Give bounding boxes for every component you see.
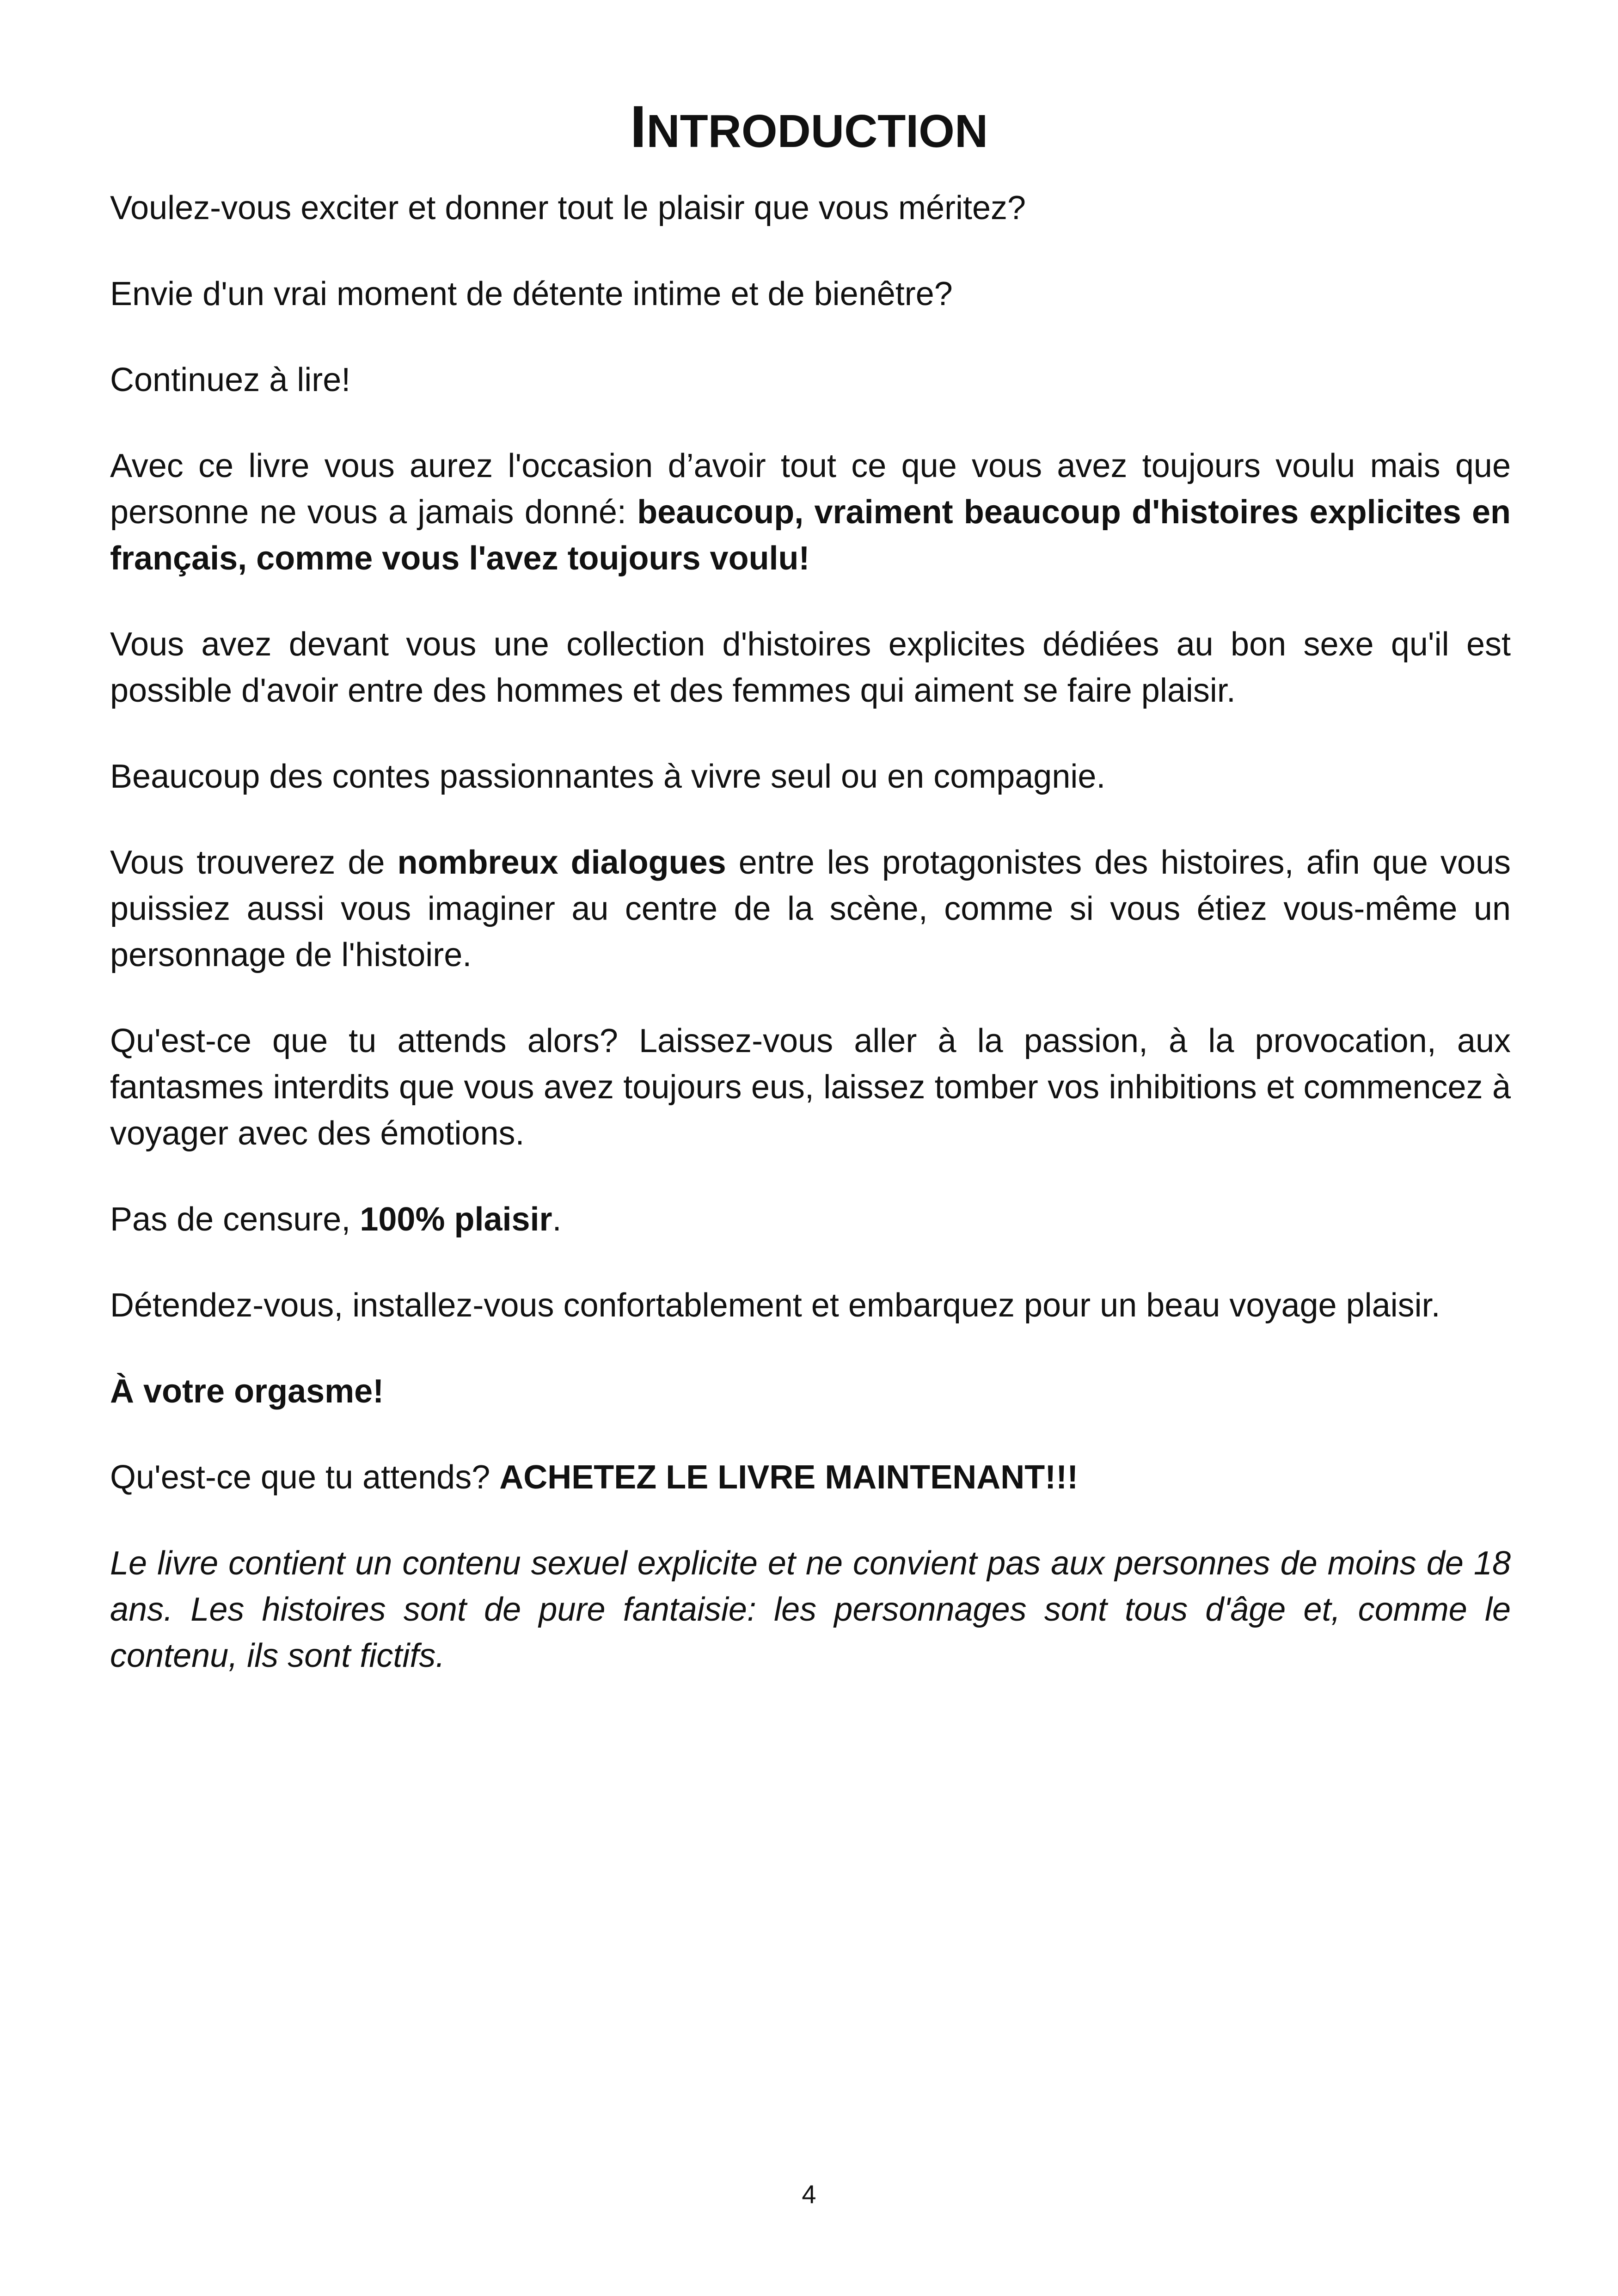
paragraph-4-text: Avec ce livre vous aurez l'occasion d’avoir tout ce que vous avez toujours voulu mais que personne ne vous a jamais donné: <box>110 447 1511 531</box>
paragraph-5: Vous avez devant vous une collection d'histoires explicites dédiées au bon sexe qu'il est possible d'avoir entre des hommes et des femmes qui aiment se faire plaisir. <box>110 626 1511 709</box>
paragraph-4-bold: beaucoup, vraiment beaucoup d'histoires explicites en français, comme vous l'avez toujours voulu! <box>110 494 1511 577</box>
paragraph-9 <box>110 1196 1511 1243</box>
paragraph-12-bold: ACHETEZ LE LIVRE MAINTENANT!!! <box>499 1459 1079 1496</box>
paragraph-9-text-end: . <box>552 1201 562 1238</box>
paragraph-11-bold: À votre orgasme! <box>110 1373 384 1410</box>
paragraph-9-text-start: Pas de censure, <box>110 1201 360 1238</box>
paragraph-9-bold: 100% plaisir <box>360 1201 552 1238</box>
paragraph-13-disclaimer <box>110 1540 1511 1679</box>
disclaimer-italic: Le livre contient un contenu sexuel explicite et ne convient pas aux personnes de moins de 18 ans. Les histoires sont de pure fantaisie: les personnages sont tous d'âge et, comme le contenu, ils sont fictifs. <box>110 1545 1511 1674</box>
paragraph-10: Détendez-vous, installez-vous confortablement et embarquez pour un beau voyage plaisir. <box>110 1287 1440 1324</box>
paragraph-1: Voulez-vous exciter et donner tout le plaisir que vous méritez? <box>110 190 1026 227</box>
paragraph-4 <box>110 443 1511 582</box>
paragraph-3: Continuez à lire! <box>110 361 351 398</box>
paragraph-7 <box>110 839 1511 978</box>
paragraph-6: Beaucoup des contes passionnantes à vivre seul ou en compagnie. <box>110 758 1106 795</box>
paragraph-7-text-start: Vous trouverez de <box>110 844 398 881</box>
paragraph-8: Qu'est-ce que tu attends alors? Laissez-vous aller à la passion, à la provocation, aux fantasmes interdits que vous avez toujours eus, laissez tomber vos inhibitions et commencez à voyager avec des émotions. <box>110 1022 1511 1152</box>
paragraph-2: Envie d'un vrai moment de détente intime et de bienêtre? <box>110 276 953 312</box>
paragraph-12-text: Qu'est-ce que tu attends? <box>110 1459 500 1496</box>
title-initial: I <box>630 94 647 160</box>
body-text <box>110 185 1511 1719</box>
paragraph-11 <box>110 1368 1511 1414</box>
paragraph-12 <box>110 1454 1511 1500</box>
paragraph-7-bold: nombreux dialogues <box>397 844 726 881</box>
paragraph-7-text-end: entre les protagonistes des histoires, afin que vous puissiez aussi vous imaginer au centre de la scène, comme si vous étiez vous-même un personnage de l'histoire. <box>110 844 1511 974</box>
page-number: 4 <box>802 2180 816 2209</box>
title-rest: NTRODUCTION <box>646 105 988 157</box>
page-title <box>0 95 1618 164</box>
